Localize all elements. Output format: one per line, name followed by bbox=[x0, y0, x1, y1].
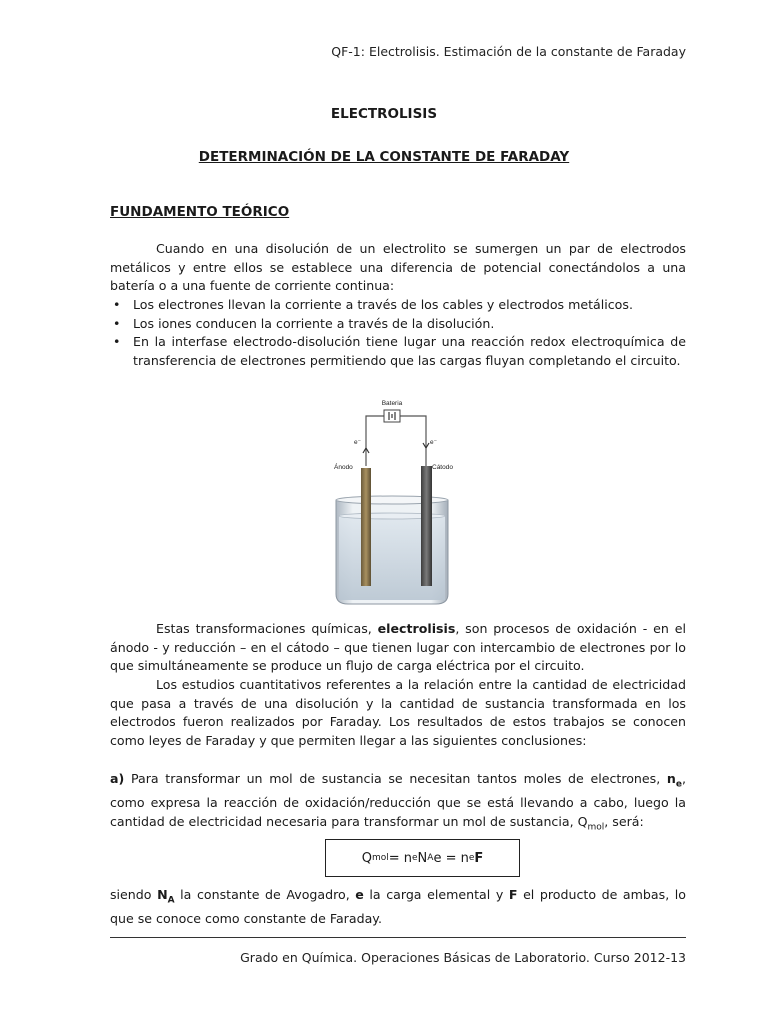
formula-box: Q mol = n e N A e = n e F bbox=[325, 839, 520, 877]
paragraph-conclusion-a: a) Para transformar un mol de sustancia se necesitan tantos moles de electrones, $n_e$, como expresa la reacción de oxidación/reducción que se está llevando a cabo, luego la cantidad de electricidad necesaria para transformar un mol de sustancia, $Q_{mol}$, será: bbox=[110, 771, 686, 833]
electron-label-right: e⁻ bbox=[430, 439, 438, 446]
list-item: • En la interfase electrodo-disolución tiene lugar una reacción redox electroquímica de transferencia de electrones permitiendo que las cargas fluyan completando el circuito. bbox=[113, 334, 686, 368]
paragraph-electrolisis: Estas transformaciones químicas, electrolisis, son procesos de oxidación - en el ánodo - y reducción – en el cátodo – que tienen lugar con intercambio de electrones por lo que simultáneamente se produce un flujo de carga eléctrica por el circuito. bbox=[110, 621, 686, 673]
electrolysis-cell-figure bbox=[328, 396, 456, 610]
bullet-icon: • bbox=[113, 315, 121, 331]
bullet-icon: • bbox=[113, 297, 121, 312]
paragraph-faraday: Los estudios cuantitativos referentes a la relación entre la cantidad de electricidad que pasa a través de una disolución y la cantidad de sustancia transformada en los electrodos fueron realizados por Faraday. Los resultados de estos trabajos se conocen como leyes de Faraday y que permiten llegar a las siguientes conclusiones: bbox=[110, 677, 686, 748]
anode-electrode bbox=[361, 468, 371, 586]
cathode-label: Cátodo bbox=[432, 464, 453, 471]
bullet-list bbox=[110, 296, 686, 370]
subtitle: DETERMINACIÓN DE LA CONSTANTE DE FARADAY bbox=[198, 149, 570, 165]
anode-label: Ánodo bbox=[334, 464, 353, 471]
list-item: • Los iones conducen la corriente a través de la disolución. bbox=[110, 315, 686, 334]
page-header: QF-1: Electrolisis. Estimación de la constante de Faraday bbox=[331, 44, 686, 59]
list-item: • Los electrones llevan la corriente a través de los cables y electrodos metálicos. bbox=[110, 296, 686, 315]
cathode-electrode bbox=[421, 466, 432, 586]
main-title: ELECTROLISIS bbox=[330, 106, 438, 122]
bullet-icon: • bbox=[113, 334, 121, 349]
wire-left bbox=[366, 416, 384, 466]
intro-paragraph: Cuando en una disolución de un electrolito se sumergen un par de electrodos metálicos y entre ellos se establece una diferencia de potencial conectándolos a una batería o a una fuente de corriente continua: bbox=[110, 241, 686, 293]
wire-right bbox=[400, 416, 426, 466]
page-footer: Grado en Química. Operaciones Básicas de Laboratorio. Curso 2012-13 bbox=[240, 950, 686, 965]
paragraph-constants: siendo $N_A$ la constante de Avogadro, e la carga elemental y F el producto de ambas, lo que se conoce como constante de Faraday. bbox=[110, 887, 686, 927]
battery-label: Bateria bbox=[381, 400, 403, 407]
footer-divider bbox=[110, 937, 686, 938]
section-heading: FUNDAMENTO TEÓRICO bbox=[110, 204, 290, 220]
electron-label-left: e⁻ bbox=[354, 439, 362, 446]
